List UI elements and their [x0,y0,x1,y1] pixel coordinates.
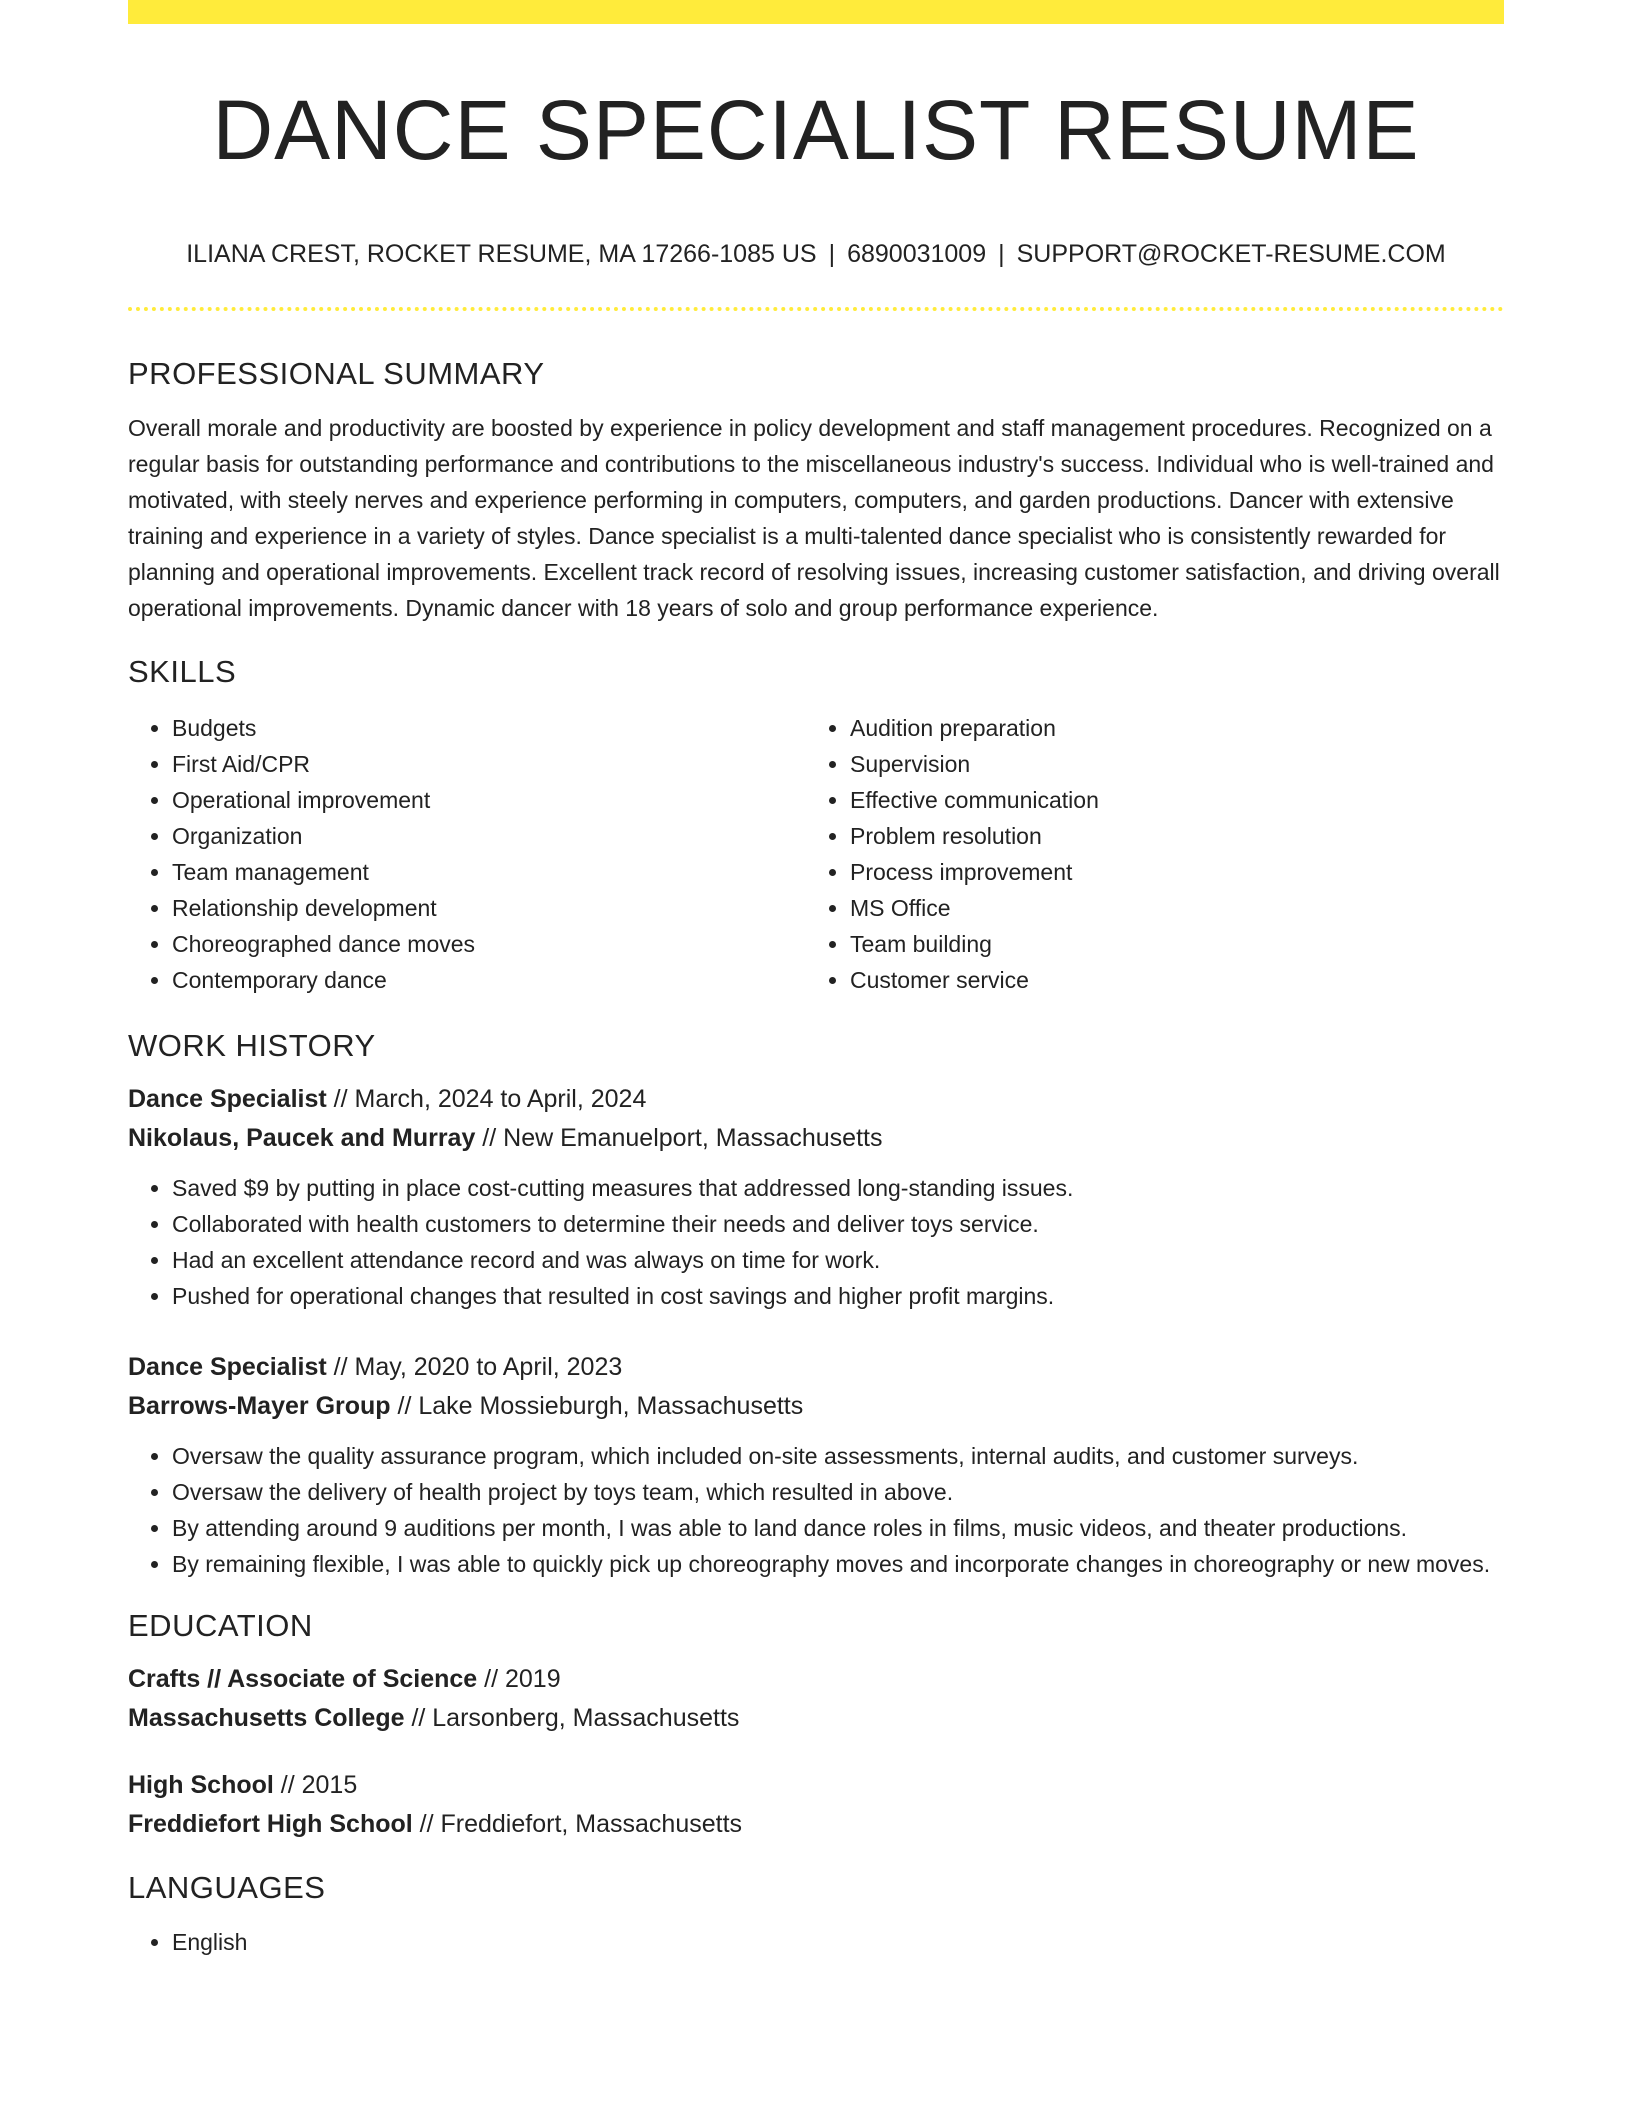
education-entry [128,1766,1504,1844]
languages-section [128,1866,1504,1960]
skill-item: • Problem resolution [850,818,1504,854]
job-bullet: • Collaborated with health customers to determine their needs and deliver toys service. [172,1206,1504,1242]
skill-item: • Team management [172,854,806,890]
job-dates: // May, 2020 to April, 2023 [326,1353,623,1381]
job-bullet: • By remaining flexible, I was able to quickly pick up choreography moves and incorporate changes in choreography or new moves. [172,1546,1504,1582]
education-degree: High School [128,1771,274,1799]
education-school-line [128,1699,1504,1738]
contact-line [128,236,1504,272]
job-location: // New Emanuelport, Massachusetts [475,1124,883,1152]
skill-item: • First Aid/CPR [172,746,806,782]
job-company-line [128,1387,1504,1426]
skill-item: • MS Office [850,890,1504,926]
skill-item: • Effective communication [850,782,1504,818]
contact-phone: 6890031009 [847,240,987,268]
education-school: Massachusetts College [128,1704,405,1732]
skill-item: • Contemporary dance [172,962,806,998]
skill-item: • Budgets [172,710,806,746]
skill-item: • Relationship development [172,890,806,926]
job-bullet: • Saved $9 by putting in place cost-cutting measures that addressed long-standing issues. [172,1170,1504,1206]
job-entry [128,1348,1504,1582]
language-item: • English [172,1924,1504,1960]
job-entry [128,1080,1504,1314]
education-degree: Crafts // Associate of Science [128,1665,478,1693]
work-history-heading: WORK HISTORY [128,1028,376,1063]
education-year: // 2019 [477,1665,561,1693]
contact-separator: | [828,240,836,268]
languages-heading: LANGUAGES [128,1870,326,1905]
job-bullet: • Oversaw the delivery of health project by toys team, which resulted in above. [172,1474,1504,1510]
resume-title: DANCE SPECIALIST RESUME [212,83,1420,177]
job-company: Barrows-Mayer Group [128,1392,391,1420]
job-bullets [128,1170,1504,1314]
job-company: Nikolaus, Paucek and Murray [128,1124,476,1152]
education-school: Freddiefort High School [128,1810,413,1838]
job-dates: // March, 2024 to April, 2024 [326,1085,647,1113]
skill-item: • Team building [850,926,1504,962]
skill-item: • Operational improvement [172,782,806,818]
job-title: Dance Specialist [128,1085,327,1113]
contact-separator: | [998,240,1005,268]
job-location: // Lake Mossieburgh, Massachusetts [390,1392,804,1420]
education-location: // Freddiefort, Massachusetts [412,1810,743,1838]
education-entry [128,1660,1504,1738]
education-degree-line [128,1660,1504,1699]
skills-list [128,710,1504,998]
summary-heading: PROFESSIONAL SUMMARY [128,356,545,391]
skills-column-left [128,710,806,998]
job-title-line [128,1080,1504,1119]
summary-text: Overall morale and productivity are boosted by experience in policy development and staff management procedures. Recognized on a regular basis for outstanding performance and contributions to the miscellaneous industry's success. Individual who is well-trained and motivated, with steely nerves and experience performing in computers, computers, and garden productions. Dancer with extensive training and experience in a variety of styles. Dance specialist is a multi-talented dance specialist who is consistently rewarded for planning and operational improvements. Excellent track record of resolving issues, increasing customer satisfaction, and driving overall operational improvements. Dynamic dancer with 18 years of solo and group performance experience. [128,415,1500,621]
contact-address: ILIANA CREST, ROCKET RESUME, MA 17266-1085 US [186,240,817,268]
education-location: // Larsonberg, Massachusetts [404,1704,740,1732]
skill-item: • Choreographed dance moves [172,926,806,962]
education-school-line [128,1805,1504,1844]
job-title: Dance Specialist [128,1353,327,1381]
job-title-line [128,1348,1504,1387]
education-year: // 2015 [273,1771,358,1799]
resume-content [128,352,1504,1960]
education-section [128,1604,1504,1844]
job-bullet: • Pushed for operational changes that resulted in cost savings and higher profit margins. [172,1278,1504,1314]
top-accent-bar [128,0,1504,24]
skills-heading: SKILLS [128,654,237,689]
job-company-line [128,1119,1504,1158]
dotted-divider [128,307,1504,311]
skill-item: • Organization [172,818,806,854]
job-bullets [128,1438,1504,1582]
skills-column-right [806,710,1504,998]
education-heading: EDUCATION [128,1608,313,1643]
skill-item: • Audition preparation [850,710,1504,746]
skill-item: • Supervision [850,746,1504,782]
job-bullet: • Had an excellent attendance record and was always on time for work. [172,1242,1504,1278]
job-bullet: • Oversaw the quality assurance program, which included on-site assessments, internal audits, and customer surveys. [172,1438,1504,1474]
languages-list [128,1924,1504,1960]
contact-email: SUPPORT@ROCKET-RESUME.COM [1016,240,1446,268]
skill-item: • Process improvement [850,854,1504,890]
skill-item: • Customer service [850,962,1504,998]
education-degree-line [128,1766,1504,1805]
job-bullet: • By attending around 9 auditions per month, I was able to land dance roles in films, music videos, and theater productions. [172,1510,1504,1546]
